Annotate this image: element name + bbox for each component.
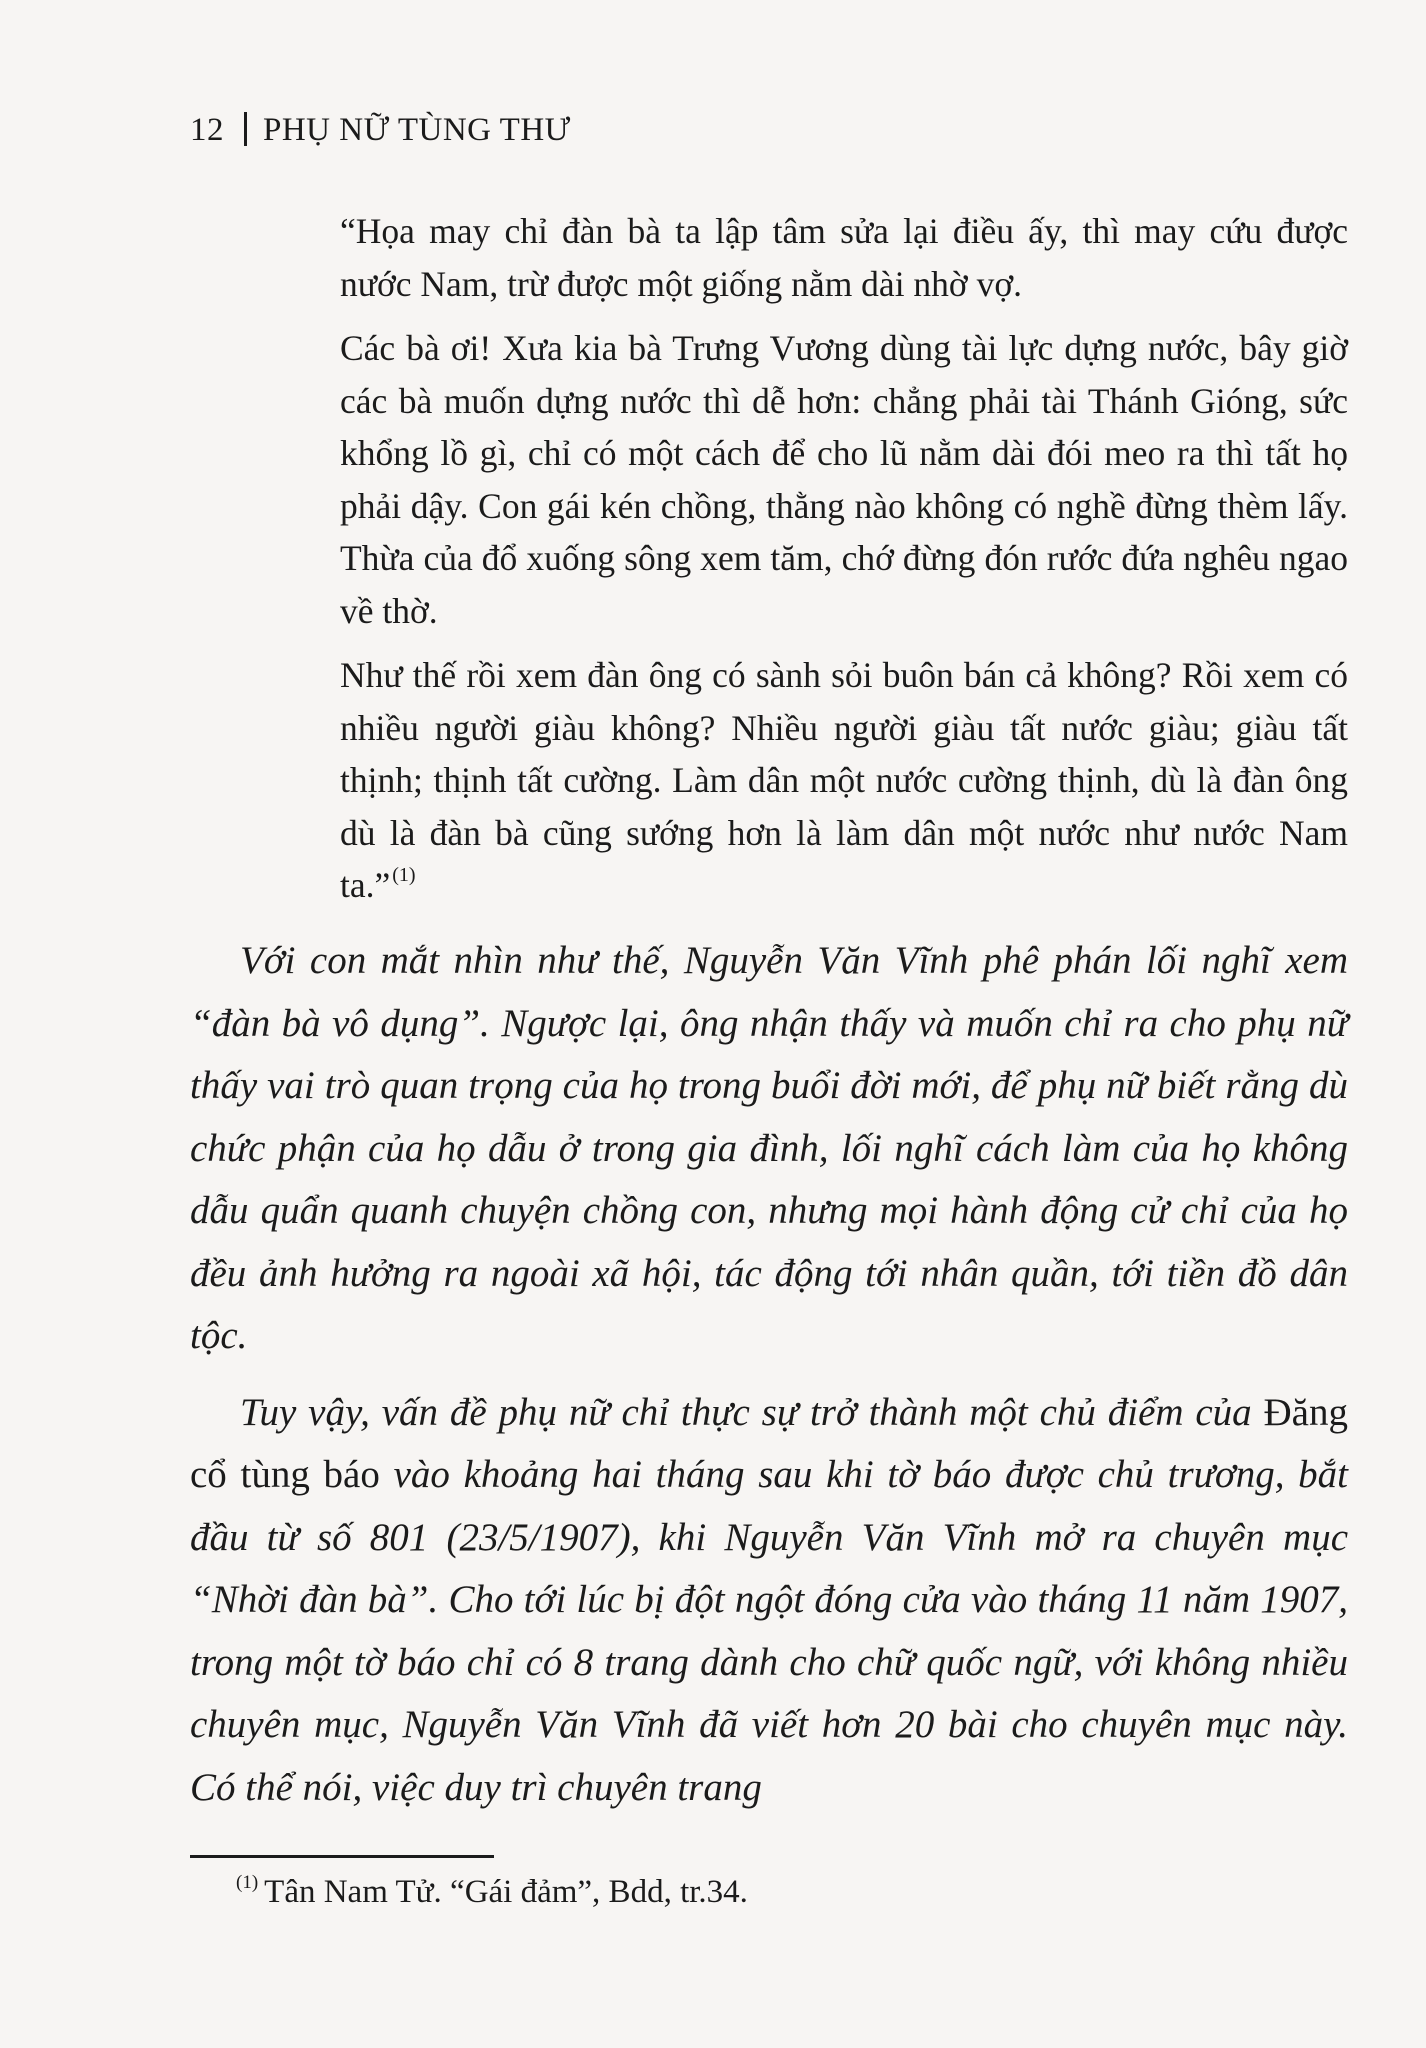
footnote-marker: (1) bbox=[236, 1872, 259, 1893]
quote-paragraph: Các bà ơi! Xưa kia bà Trưng Vương dùng tài lực dựng nước, bây giờ các bà muốn dựng nước thì dễ hơn: chẳng phải tài Thánh Gióng, sức khổng lồ gì, chỉ có một cách để cho lũ nằm dài đói meo ra thì tất họ phải dậy. Con gái kén chồng, thằng nào không có nghề đừng thèm lấy. Thừa của đổ xuống sông xem tăm, chớ đừng đón rước đứa nghêu ngao về thờ. bbox=[340, 328, 1348, 631]
main-text bbox=[190, 930, 1348, 1833]
page-number: 12 bbox=[190, 112, 224, 148]
block-quote bbox=[340, 205, 1348, 924]
footnote bbox=[236, 1872, 748, 1911]
body-text-segment: vào khoảng hai tháng sau khi tờ báo được chủ trương, bắt đầu từ số 801 (23/5/1907), khi Nguyễn Văn Vĩnh mở ra chuyên mục “Nhời đàn bà”. Cho tới lúc bị đột ngột đóng cửa vào tháng 11 năm 1907, trong một tờ báo chỉ có 8 trang dành cho chữ quốc ngữ, với không nhiều chuyên mục, Nguyễn Văn Vĩnh đã viết hơn 20 bài cho chuyên mục này. Có thể nói, việc duy trì chuyên trang bbox=[190, 1453, 1348, 1809]
book-title: PHỤ NỮ TÙNG THƯ bbox=[263, 112, 571, 148]
newspaper-title: Đăng cổ tùng báo bbox=[190, 1390, 1348, 1496]
footnote-text: Tân Nam Tử. “Gái đảm”, Bdd, tr.34. bbox=[264, 1874, 748, 1910]
header-separator bbox=[244, 112, 247, 146]
footnote-divider bbox=[190, 1855, 494, 1858]
quote-paragraph-text: Như thế rồi xem đàn ông có sành sỏi buôn bán cả không? Rồi xem có nhiều người giàu không? Nhiều người giàu tất nước giàu; giàu tất thịnh; thịnh tất cường. Làm dân một nước cường thịnh, dù là đàn ông dù là đàn bà cũng sướng hơn là làm dân một nước như nước Nam ta.” bbox=[340, 655, 1348, 905]
quote-paragraph bbox=[340, 649, 1348, 912]
quote-paragraph: “Họa may chỉ đàn bà ta lập tâm sửa lại điều ấy, thì may cứu được nước Nam, trừ được một giống nằm dài nhờ vợ. bbox=[340, 211, 1348, 304]
running-header bbox=[190, 112, 571, 149]
footnote-reference: (1) bbox=[392, 864, 416, 886]
body-paragraph: Với con mắt nhìn như thế, Nguyễn Văn Vĩnh phê phán lối nghĩ xem “đàn bà vô dụng”. Ngược lại, ông nhận thấy và muốn chỉ ra cho phụ nữ thấy vai trò quan trọng của họ trong buổi đời mới, để phụ nữ biết rằng dù chức phận của họ dẫu ở trong gia đình, lối nghĩ cách làm của họ không dẫu quẩn quanh chuyện chồng con, nhưng mọi hành động cử chỉ của họ đều ảnh hưởng ra ngoài xã hội, tác động tới nhân quần, tới tiền đồ dân tộc. bbox=[190, 939, 1348, 1357]
body-text-segment: Tuy vậy, vấn đề phụ nữ chỉ thực sự trở thành một chủ điểm của bbox=[240, 1390, 1264, 1434]
body-paragraph bbox=[190, 1382, 1348, 1820]
